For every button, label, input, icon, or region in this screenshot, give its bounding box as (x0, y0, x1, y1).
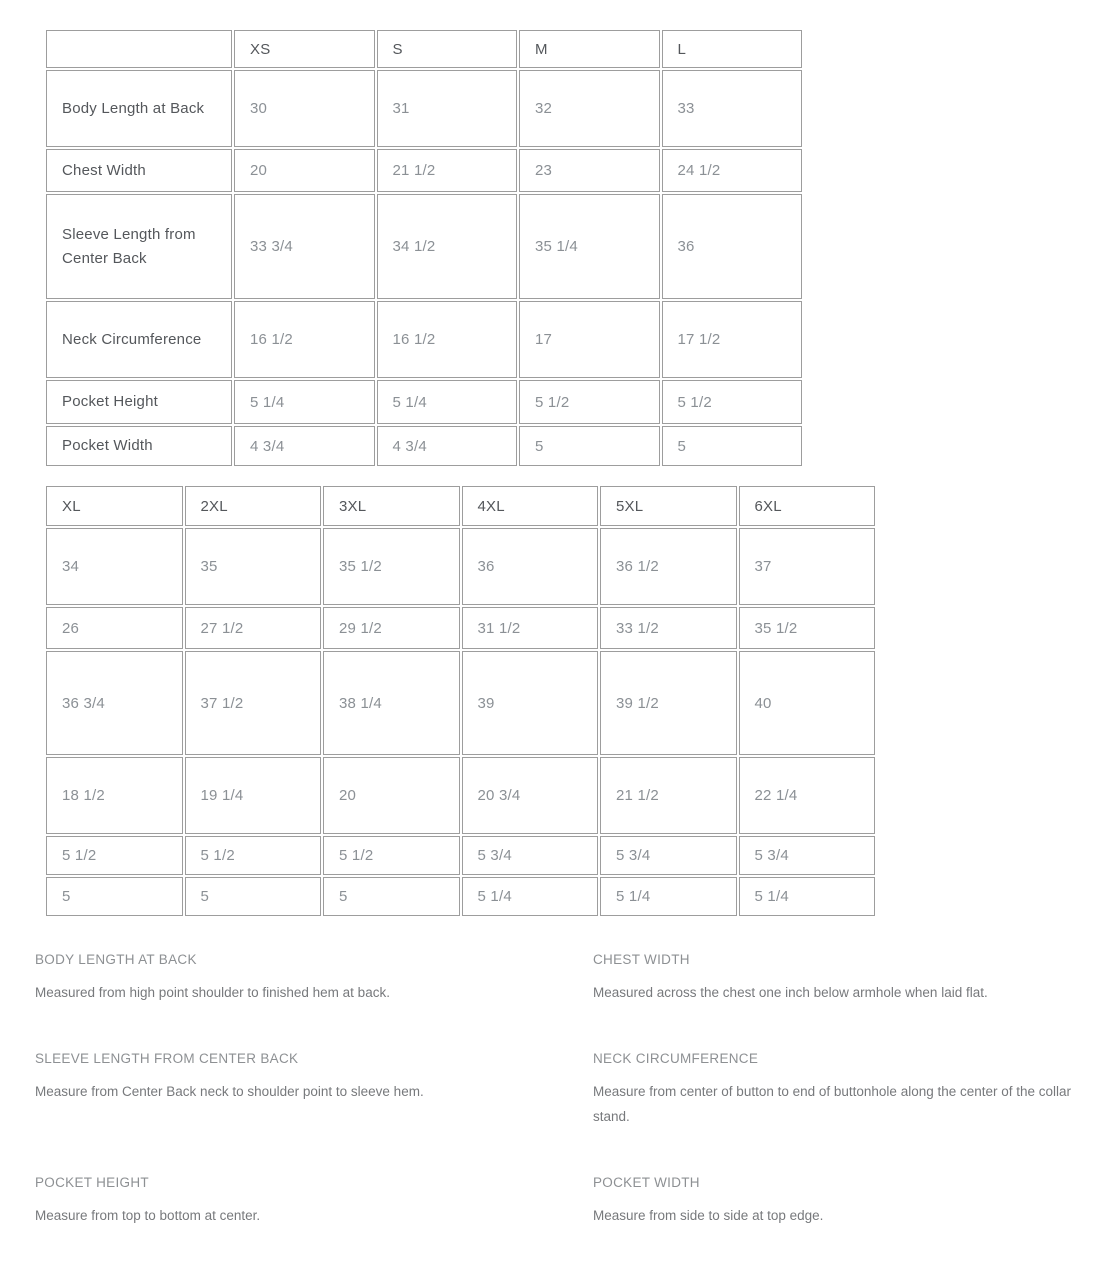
size-value-cell: 24 1/2 (662, 149, 803, 192)
definition-term: SLEEVE LENGTH FROM CENTER BACK (35, 1051, 299, 1066)
size-col-header-3xl: 3XL (323, 486, 460, 526)
size-value-cell: 36 (462, 528, 599, 605)
size-value-cell: 4 3/4 (234, 426, 375, 466)
definition-term: BODY LENGTH AT BACK (35, 952, 197, 967)
size-value-cell: 38 1/4 (323, 651, 460, 755)
definition-block-pocket-height (35, 1175, 558, 1228)
table-row-chest-width (46, 607, 875, 649)
size-col-header-l: L (662, 30, 803, 68)
size-value-cell: 5 (662, 426, 803, 466)
size-value-cell: 5 (519, 426, 660, 466)
definition-term: POCKET WIDTH (593, 1175, 700, 1190)
measurement-label: Pocket Width (46, 426, 232, 466)
definition-description: Measured from high point shoulder to finished hem at back. (35, 985, 390, 1000)
size-value-cell: 17 1/2 (662, 301, 803, 378)
size-value-cell: 30 (234, 70, 375, 147)
size-value-cell: 34 1/2 (377, 194, 518, 299)
size-value-cell: 5 3/4 (739, 836, 876, 875)
table-row-pocket-height (46, 836, 875, 875)
definition-description: Measure from top to bottom at center. (35, 1208, 261, 1223)
size-value-cell: 16 1/2 (234, 301, 375, 378)
size-value-cell: 26 (46, 607, 183, 649)
table-row-body-length (46, 528, 875, 605)
definition-description: Measured across the chest one inch below armhole when laid flat. (593, 985, 988, 1000)
size-value-cell: 5 1/2 (662, 380, 803, 424)
definition-term: POCKET HEIGHT (35, 1175, 149, 1190)
size-value-cell: 5 1/2 (185, 836, 322, 875)
size-col-header-xl: XL (46, 486, 183, 526)
measurement-label: Sleeve Length from Center Back (46, 194, 232, 299)
size-value-cell: 5 (323, 877, 460, 916)
size-col-header-s: S (377, 30, 518, 68)
size-value-cell: 33 1/2 (600, 607, 737, 649)
table-row-neck-circumference (46, 301, 802, 378)
size-col-header-xs: XS (234, 30, 375, 68)
definition-block-chest-width (593, 952, 1100, 1005)
size-value-cell: 5 1/2 (323, 836, 460, 875)
size-value-cell: 37 (739, 528, 876, 605)
size-value-cell: 34 (46, 528, 183, 605)
size-value-cell: 33 3/4 (234, 194, 375, 299)
measurement-label: Neck Circumference (46, 301, 232, 378)
size-value-cell: 39 1/2 (600, 651, 737, 755)
size-value-cell: 16 1/2 (377, 301, 518, 378)
size-value-cell: 19 1/4 (185, 757, 322, 834)
size-value-cell: 5 3/4 (600, 836, 737, 875)
size-value-cell: 21 1/2 (377, 149, 518, 192)
definition-description: Measure from side to side at top edge. (593, 1208, 824, 1223)
size-value-cell: 21 1/2 (600, 757, 737, 834)
definition-description: Measure from Center Back neck to shoulder point to sleeve hem. (35, 1084, 424, 1099)
size-value-cell: 5 1/2 (519, 380, 660, 424)
size-value-cell: 32 (519, 70, 660, 147)
table-row-chest-width (46, 149, 802, 192)
size-value-cell: 5 (185, 877, 322, 916)
measurement-label: Body Length at Back (46, 70, 232, 147)
size-value-cell: 5 (46, 877, 183, 916)
size-value-cell: 39 (462, 651, 599, 755)
measurement-definitions (0, 952, 1120, 1268)
size-value-cell: 5 1/4 (739, 877, 876, 916)
size-value-cell: 29 1/2 (323, 607, 460, 649)
definition-term: CHEST WIDTH (593, 952, 690, 967)
size-value-cell: 35 1/4 (519, 194, 660, 299)
size-value-cell: 27 1/2 (185, 607, 322, 649)
size-value-cell: 5 1/2 (46, 836, 183, 875)
corner-cell (46, 30, 232, 68)
table-row-pocket-height (46, 380, 802, 424)
size-value-cell: 35 1/2 (323, 528, 460, 605)
size-value-cell: 5 1/4 (462, 877, 599, 916)
size-value-cell: 36 3/4 (46, 651, 183, 755)
size-value-cell: 20 3/4 (462, 757, 599, 834)
header-row (46, 30, 802, 68)
size-chart-table-xs-l (44, 28, 804, 468)
size-value-cell: 35 1/2 (739, 607, 876, 649)
size-value-cell: 23 (519, 149, 660, 192)
size-value-cell: 37 1/2 (185, 651, 322, 755)
table-row-pocket-width (46, 877, 875, 916)
header-row (46, 486, 875, 526)
measurement-label: Chest Width (46, 149, 232, 192)
size-value-cell: 18 1/2 (46, 757, 183, 834)
size-value-cell: 20 (234, 149, 375, 192)
table-row-neck-circumference (46, 757, 875, 834)
size-value-cell: 5 1/4 (600, 877, 737, 916)
definition-term: NECK CIRCUMFERENCE (593, 1051, 759, 1066)
size-value-cell: 31 1/2 (462, 607, 599, 649)
size-value-cell: 5 1/4 (234, 380, 375, 424)
size-value-cell: 20 (323, 757, 460, 834)
definition-description: Measure from center of button to end of buttonhole along the center of the collar stand. (593, 1084, 1072, 1124)
size-col-header-m: M (519, 30, 660, 68)
size-value-cell: 5 1/4 (377, 380, 518, 424)
definition-block-body-length (35, 952, 558, 1005)
size-col-header-5xl: 5XL (600, 486, 737, 526)
size-value-cell: 17 (519, 301, 660, 378)
size-value-cell: 22 1/4 (739, 757, 876, 834)
size-value-cell: 36 (662, 194, 803, 299)
size-col-header-4xl: 4XL (462, 486, 599, 526)
table-row-pocket-width (46, 426, 802, 466)
measurement-label: Pocket Height (46, 380, 232, 424)
table-row-sleeve-length (46, 194, 802, 299)
size-value-cell: 4 3/4 (377, 426, 518, 466)
size-col-header-2xl: 2XL (185, 486, 322, 526)
definition-block-neck-circumference (593, 1051, 1100, 1129)
size-col-header-6xl: 6XL (739, 486, 876, 526)
size-value-cell: 31 (377, 70, 518, 147)
size-value-cell: 35 (185, 528, 322, 605)
table-row-body-length (46, 70, 802, 147)
definition-block-sleeve-length (35, 1051, 558, 1129)
definition-block-pocket-width (593, 1175, 1100, 1228)
size-value-cell: 33 (662, 70, 803, 147)
size-value-cell: 5 3/4 (462, 836, 599, 875)
size-value-cell: 36 1/2 (600, 528, 737, 605)
size-value-cell: 40 (739, 651, 876, 755)
table-row-sleeve-length (46, 651, 875, 755)
size-chart-table-xl-6xl (44, 484, 877, 918)
